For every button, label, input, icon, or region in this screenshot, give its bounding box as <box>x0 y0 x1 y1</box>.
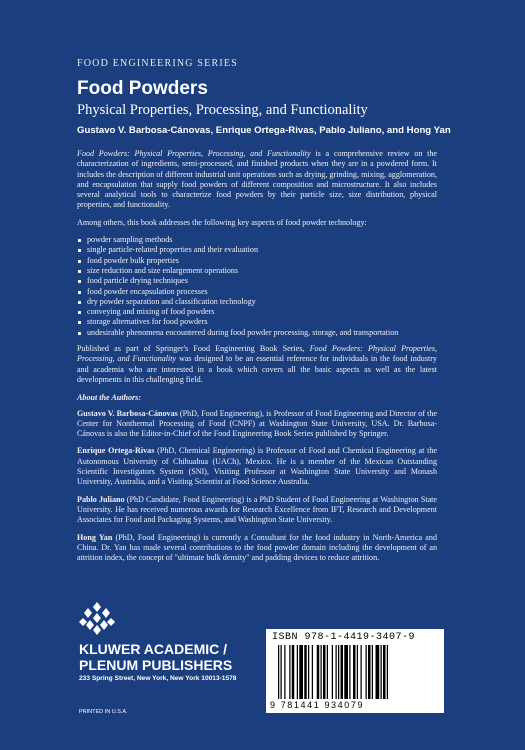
barcode-bar <box>332 645 333 699</box>
published-after: was designed to be an essential reference for individuals in the food industry and academia who are interested in a book which covers all the basic aspects as well as the latest developments in this challenging field. <box>77 354 437 384</box>
barcode-bar <box>308 645 309 699</box>
barcode-bar <box>292 645 295 699</box>
list-item: undesirable phenomena encountered during food powder processing, storage, and transportation <box>77 328 437 338</box>
barcode-bar <box>349 645 350 699</box>
publisher-name <box>79 641 232 673</box>
barcode-bar <box>372 645 373 699</box>
barcode-bar <box>357 645 358 699</box>
description-body <box>77 149 437 570</box>
isbn-label: ISBN 978-1-4419-3407-9 <box>272 632 416 643</box>
aspects-list <box>77 235 437 338</box>
author-bio-text: (PhD, Food Engineering), is Professor of Food Engineering and Director of the Center for Nonthermal Processing of Food (CNPF) at Washington State University, USA. Dr. Barbosa-Cánovas is also the Editor-in-Chief of the Food Engineering Book Series published by Springer. <box>77 408 437 439</box>
barcode-bar <box>281 645 282 699</box>
list-item: size reduction and size enlargement operations <box>77 266 437 276</box>
author-list: Gustavo V. Barbosa-Cánovas, Enrique Ortega-Rivas, Pablo Juliano, and Hong Yan <box>77 125 451 136</box>
barcode-bar <box>284 645 285 699</box>
ean-number: 9 781441 934079 <box>270 700 365 710</box>
list-item: single particle-related properties and their evaluation <box>77 245 437 255</box>
list-item: powder sampling methods <box>77 235 437 245</box>
book-title: Food Powders <box>77 78 208 99</box>
book-subtitle: Physical Properties, Processing, and Functionality <box>77 102 368 118</box>
barcode-bar <box>344 645 348 699</box>
barcode-bar <box>304 645 307 699</box>
barcode-bar <box>297 645 298 699</box>
author-name: Enrique Ortega-Rivas <box>77 446 155 456</box>
barcode-bar <box>312 645 313 699</box>
barcode-bar <box>278 645 279 699</box>
barcode-bar <box>383 645 386 699</box>
barcode-bar <box>289 645 290 699</box>
author-bio-text: (PhD, Chemical Engineering) is Professor of Food and Chemical Engineering at the Autonomous University of Chihuahua (UACh), Mexico. He is a member of the Mexican Outstanding Scientific Investigators System (SNI), Visiting Professor at Washington State University and Monash University, Australia, and a Visiting Scientist at Food Science Australia. <box>77 446 437 487</box>
barcode-icon <box>276 645 434 699</box>
publisher-address: 233 Spring Street, New York, New York 10013-1578 <box>79 675 237 682</box>
published-title: Food Powders: Physical Properties, Processing, and Functionality <box>77 344 437 364</box>
author-bio <box>77 409 437 440</box>
intro-paragraph <box>77 149 437 211</box>
author-bio <box>77 495 437 526</box>
author-bio <box>77 446 437 487</box>
barcode-bar <box>341 645 344 699</box>
barcode-bar <box>353 645 356 699</box>
barcode-bar <box>387 645 388 699</box>
list-item: food powder bulk properties <box>77 256 437 266</box>
list-item: dry powder separation and classification technology <box>77 297 437 307</box>
barcode-bar <box>361 645 362 699</box>
barcode-bar <box>317 645 320 699</box>
series-name: FOOD ENGINEERING SERIES <box>77 58 238 69</box>
isbn-barcode-box <box>266 629 444 713</box>
list-item: food powder encapsulation processes <box>77 287 437 297</box>
barcode-bar <box>321 645 322 699</box>
aspects-intro: Among others, this book addresses the following key aspects of food powder technology: <box>77 217 367 227</box>
author-name: Hong Yan <box>77 532 113 542</box>
author-name: Gustavo V. Barbosa-Cánovas <box>77 408 178 418</box>
about-heading: About the Authors: <box>77 393 142 403</box>
publisher-line-1: KLUWER ACADEMIC / <box>79 641 228 657</box>
barcode-bar <box>381 645 382 699</box>
barcode-bar <box>338 645 339 699</box>
barcode-bar <box>327 645 328 699</box>
barcode-bar <box>368 645 371 699</box>
published-before: Published as part of Springer's Food Engineering Book Series, <box>77 344 310 354</box>
published-paragraph <box>77 344 437 385</box>
list-item: storage alternatives for food powders <box>77 317 437 327</box>
list-item: food particle drying techniques <box>77 276 437 286</box>
printed-note: PRINTED IN U.S.A. <box>79 709 128 715</box>
publisher-line-2: PLENUM PUBLISHERS <box>79 657 233 673</box>
author-bio <box>77 533 437 564</box>
barcode-bar <box>299 645 303 699</box>
barcode-bar <box>336 645 337 699</box>
barcode-bar <box>376 645 380 699</box>
intro-text: is a comprehensive review on the characterization of ingredients, semi-processed, and finished products when they are in a powdered form. It includes the description of different industrial unit operations such as drying, grinding, mixing, agglomeration, and encapsulation that supply food powders of different composition and microstructure. It also includes several analytical tools to characterize food powders by their particle size, size distribution, physical properties, and functionality. <box>77 149 437 210</box>
author-name: Pablo Juliano <box>77 494 125 504</box>
author-bio-text: (PhD Candidate, Food Engineering) is a PhD Student of Food Engineering at Washington State University. He has received numerous awards for Research Excellence from IFT, Research and Development Associates for Food and Packaging Systems, and Washington State University. <box>77 494 438 525</box>
barcode-bar <box>323 645 326 699</box>
intro-title: Food Powders: Physical Properties, Processing, and Functionality <box>77 149 311 158</box>
barcode-bar <box>366 645 367 699</box>
author-bio-text: (PhD, Food Engineering) is currently a Consultant for the food industry in North-America and China. Dr. Yan has made several contributions to the food powder domain including the development of an attrition index, the concept of "ultimate bulk density" and padding devices to reduce attrition. <box>77 532 437 563</box>
list-item: conveying and mixing of food powders <box>77 307 437 317</box>
